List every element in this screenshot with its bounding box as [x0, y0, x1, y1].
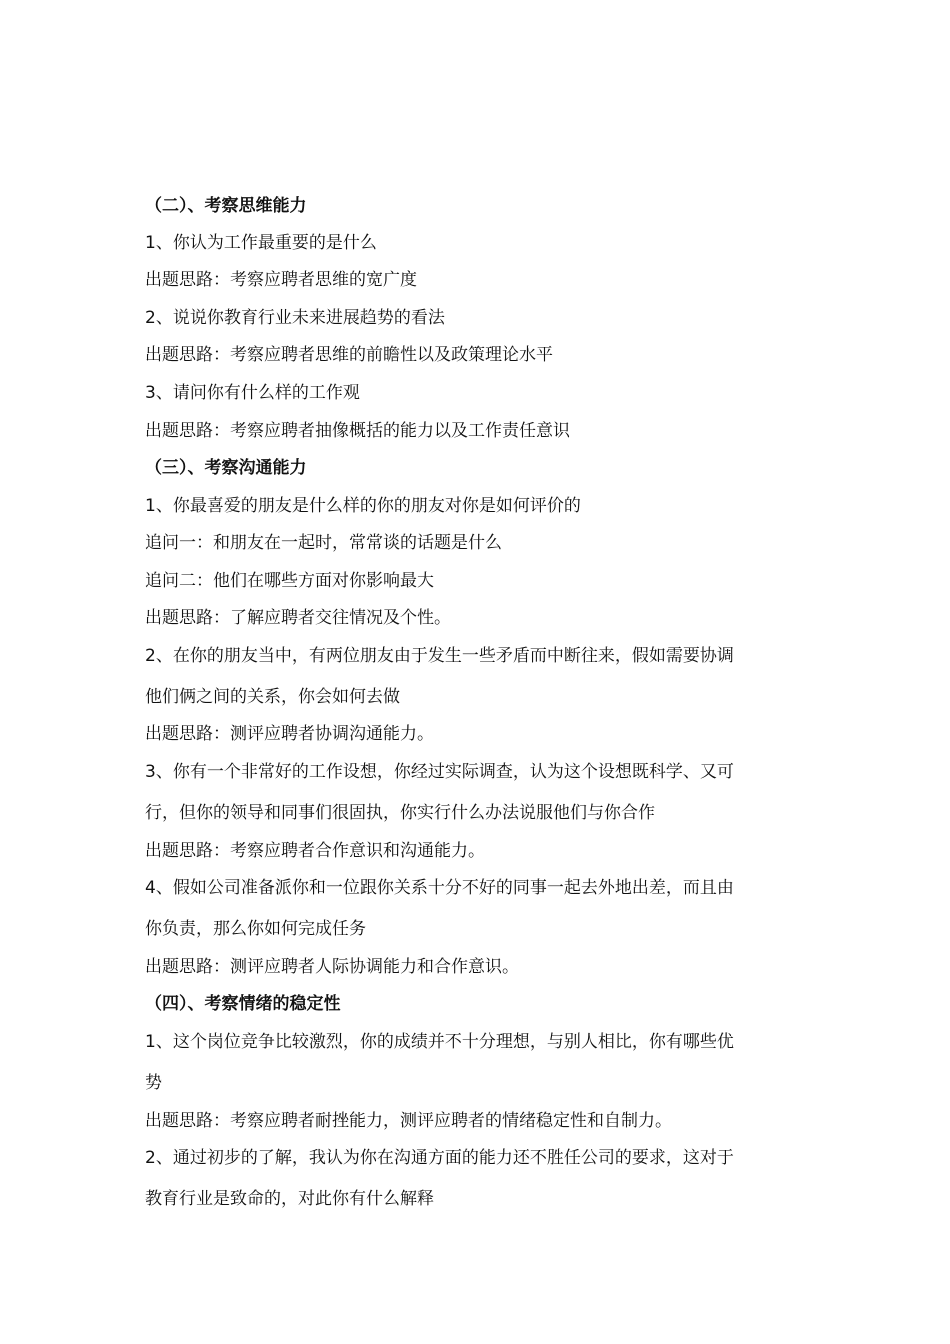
question-line-continued: 你负责，那么你如何完成任务 — [145, 919, 366, 939]
rationale-line: 出题思路：考察应聘者思维的前瞻性以及政策理论水平 — [145, 345, 553, 365]
section-heading-emotional-stability: （四）、考察情绪的稳定性 — [145, 994, 341, 1014]
follow-up-line: 追问一：和朋友在一起时，常常谈的话题是什么 — [145, 533, 502, 553]
section-heading-communication: （三）、考察沟通能力 — [145, 458, 307, 478]
follow-up-line: 追问二：他们在哪些方面对你影响最大 — [145, 571, 434, 591]
section-heading-thinking: （二）、考察思维能力 — [145, 196, 307, 216]
rationale-line: 出题思路：考察应聘者耐挫能力，测评应聘者的情绪稳定性和自制力。 — [145, 1111, 672, 1131]
question-line-continued: 势 — [145, 1073, 162, 1093]
rationale-line: 出题思路：了解应聘者交往情况及个性。 — [145, 608, 451, 628]
rationale-line: 出题思路：测评应聘者协调沟通能力。 — [145, 724, 434, 744]
question-line: 3、你有一个非常好的工作设想，你经过实际调查，认为这个设想既科学、又可 — [145, 762, 734, 782]
question-line: 3、请问你有什么样的工作观 — [145, 383, 360, 403]
question-line: 2、在你的朋友当中，有两位朋友由于发生一些矛盾而中断往来，假如需要协调 — [145, 646, 734, 666]
question-line: 4、假如公司准备派你和一位跟你关系十分不好的同事一起去外地出差，而且由 — [145, 878, 734, 898]
question-line: 1、这个岗位竞争比较激烈，你的成绩并不十分理想，与别人相比，你有哪些优 — [145, 1032, 734, 1052]
rationale-line: 出题思路：考察应聘者抽像概括的能力以及工作责任意识 — [145, 421, 570, 441]
question-line-continued: 他们俩之间的关系，你会如何去做 — [145, 687, 400, 707]
rationale-line: 出题思路：考察应聘者合作意识和沟通能力。 — [145, 841, 485, 861]
question-line-continued: 教育行业是致命的，对此你有什么解释 — [145, 1189, 434, 1209]
question-line: 1、你认为工作最重要的是什么 — [145, 233, 377, 253]
question-line-continued: 行，但你的领导和同事们很固执，你实行什么办法说服他们与你合作 — [145, 803, 655, 823]
question-line: 1、你最喜爱的朋友是什么样的你的朋友对你是如何评价的 — [145, 496, 581, 516]
question-line: 2、说说你教育行业未来进展趋势的看法 — [145, 308, 445, 328]
question-line: 2、通过初步的了解，我认为你在沟通方面的能力还不胜任公司的要求，这对于 — [145, 1148, 734, 1168]
rationale-line: 出题思路：测评应聘者人际协调能力和合作意识。 — [145, 957, 519, 977]
rationale-line: 出题思路：考察应聘者思维的宽广度 — [145, 270, 417, 290]
